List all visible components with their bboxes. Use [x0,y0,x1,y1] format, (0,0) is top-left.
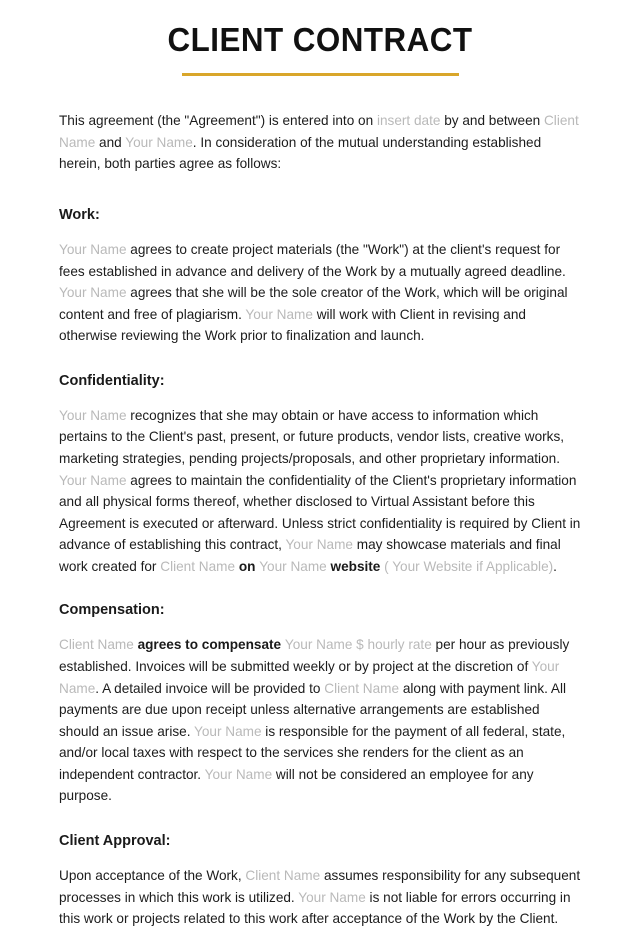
intro-block [59,110,582,175]
body-text: . [553,558,557,574]
body-text: Upon acceptance of the Work, [59,867,246,883]
intro-paragraph [59,110,582,175]
body-text: along with payment link. All payments are due upon receipt unless alternative arrangements are established should an issue arise. [59,680,567,739]
placeholder-field: Your Name [259,558,327,574]
section-paragraph-work [59,239,582,347]
section-paragraph-client-approval [59,865,582,930]
section-compensation [59,601,582,807]
emphasis-text: on [235,558,260,574]
placeholder-field: Your Name [204,766,273,782]
document-body [0,110,640,929]
section-heading-client-approval: Client Approval: [59,833,171,850]
placeholder-field: Client Name [160,558,236,574]
intro-text-4: . In consideration of the mutual understanding established herein, both parties agree as follows: [59,134,542,172]
placeholder-field: Your Name [59,658,560,696]
section-paragraph-compensation [59,634,582,807]
body-text: will not be considered an employee for any purpose. [59,766,534,804]
placeholder-client-name: Client Name [59,113,579,150]
body-text: assumes responsibility for any subsequent processes in which this work is utilized. [59,867,581,905]
placeholder-field: Your Name [298,889,366,905]
page-title: CLIENT CONTRACT [167,21,473,58]
placeholder-field: Client Name [324,680,400,696]
section-heading-work: Work: [59,207,100,224]
placeholder-field: Client Name [245,867,321,883]
body-text: agrees to maintain the confidentiality of the Client's proprietary information and all physical forms thereof, whether disclosed to Virtual Assistant before this Agreement is executed or afterward. Unless strict confidentiality is required by Client in advance of establishing this contract, [59,472,581,553]
document-header [0,0,640,76]
body-text: . A detailed invoice will be provided to [95,680,325,696]
section-heading-confidentiality: Confidentiality: [59,372,165,389]
placeholder-field: Your Name [59,472,127,488]
section-paragraph-confidentiality [59,405,582,578]
intro-text-2: by and between [440,113,544,129]
body-text: recognizes that she may obtain or have access to information which pertains to the Client's past, present, or future products, vendor lists, creative works, marketing strategies, pending projects/proposals, and other proprietary information. [59,407,565,466]
placeholder-field: Your Name [59,407,127,423]
placeholder-field: Your Name [245,306,313,322]
placeholder-your-name: Your Name [125,134,193,150]
placeholder-field: Your Name [285,537,353,553]
emphasis-text: website [326,558,381,574]
body-text: is responsible for the payment of all federal, state, and/or local taxes with respect to the services she renders for the client as an independent contractor. [59,723,566,782]
title-underline-rule [182,73,459,76]
placeholder-field: Your Name $ hourly rate [284,637,432,653]
section-heading-compensation: Compensation: [59,602,165,619]
intro-text-1: This agreement (the "Agreement") is entered into on [59,113,377,129]
placeholder-field: Your Name [59,285,127,301]
placeholder-field: ( Your Website if Applicable) [380,558,554,574]
body-text: agrees that she will be the sole creator of the Work, which will be original content and free of plagiarism. [59,285,568,322]
body-text: per hour as previously established. Invoices will be submitted weekly or by project at the discretion of [59,637,570,674]
body-text: agrees to create project materials (the "Work") at the client's request for fees established in advance and delivery of the Work by a mutually agreed deadline. [59,241,566,279]
placeholder-field: Your Name [59,241,127,257]
section-client-approval [59,832,582,930]
placeholder-insert-date: insert date [376,113,441,129]
placeholder-field: Your Name [194,723,262,739]
body-text: is not liable for errors occurring in this work or projects related to this work after acceptance of the Work by the Client. [59,889,571,927]
intro-text-3: and [95,134,126,150]
body-text: will work with Client in revising and otherwise reviewing the Work prior to finalization and launch. [59,306,526,344]
body-text: may showcase materials and final work created for [59,537,561,574]
section-confidentiality [59,372,582,578]
emphasis-text: agrees to compensate [133,637,285,653]
section-work [59,206,582,347]
placeholder-field: Client Name [59,637,134,653]
